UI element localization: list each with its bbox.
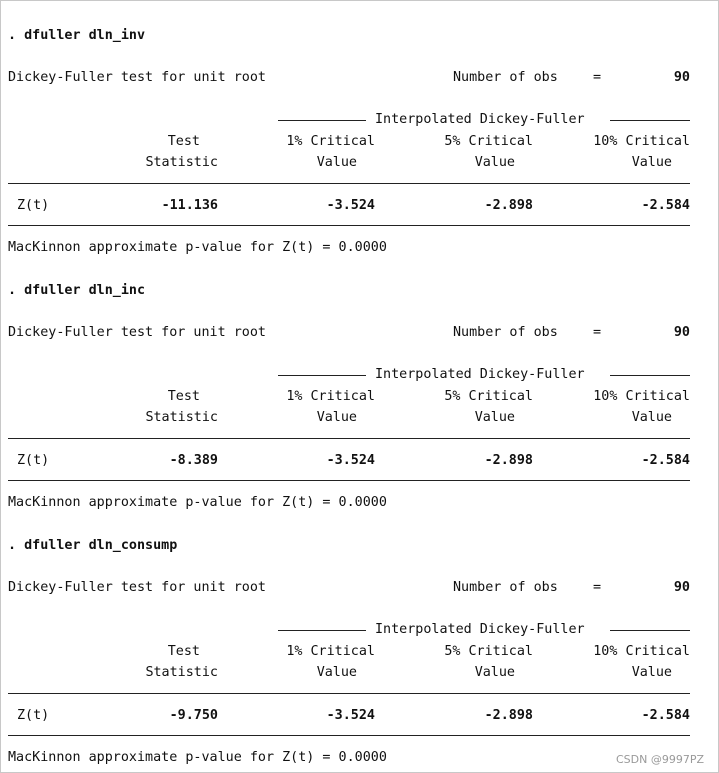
group-rule-left [278, 375, 366, 376]
row-label: Z(t) [17, 708, 50, 723]
dfuller-block-inv [1, 1, 718, 256]
group-header: Interpolated Dickey-Fuller [375, 112, 585, 127]
test-title: Dickey-Fuller test for unit root [8, 580, 266, 595]
command-line: . dfuller dln_consump [8, 538, 178, 553]
col-5pct-header-2: Value [474, 665, 515, 680]
table-rule-top [8, 438, 690, 439]
critical-5pct: -2.898 [484, 708, 533, 723]
watermark: CSDN @9997PZ [615, 753, 704, 766]
col-test-header-2: Statistic [145, 410, 218, 425]
test-statistic: -9.750 [169, 708, 218, 723]
table-rule-bottom [8, 735, 690, 736]
row-label: Z(t) [17, 198, 50, 213]
col-5pct-header-2: Value [474, 410, 515, 425]
col-1pct-header-2: Value [316, 665, 357, 680]
col-10pct-header: 10% Critical [593, 389, 690, 404]
command-line: . dfuller dln_inv [8, 28, 146, 43]
command-line: . dfuller dln_inc [8, 283, 146, 298]
col-1pct-header: 1% Critical [286, 644, 375, 659]
col-10pct-header-2: Value [631, 155, 672, 170]
group-rule-left [278, 630, 366, 631]
col-test-header: Test [167, 389, 200, 404]
col-10pct-header-2: Value [631, 665, 672, 680]
col-test-header: Test [167, 644, 200, 659]
col-10pct-header-2: Value [631, 410, 672, 425]
test-statistic: -11.136 [161, 198, 218, 213]
col-1pct-header-2: Value [316, 410, 357, 425]
test-statistic: -8.389 [169, 453, 218, 468]
col-10pct-header: 10% Critical [593, 644, 690, 659]
obs-label: Number of obs [453, 70, 558, 85]
col-test-header: Test [167, 134, 200, 149]
col-test-header-2: Statistic [145, 155, 218, 170]
pvalue-line: MacKinnon approximate p-value for Z(t) = 0.0000 [8, 750, 387, 765]
pvalue-line: MacKinnon approximate p-value for Z(t) = 0.0000 [8, 495, 387, 510]
col-1pct-header: 1% Critical [286, 389, 375, 404]
col-test-header-2: Statistic [145, 665, 218, 680]
obs-equals: = [593, 325, 602, 340]
col-5pct-header: 5% Critical [444, 389, 533, 404]
col-5pct-header-2: Value [474, 155, 515, 170]
col-1pct-header-2: Value [316, 155, 357, 170]
group-header: Interpolated Dickey-Fuller [375, 367, 585, 382]
table-rule-top [8, 183, 690, 184]
critical-1pct: -3.524 [326, 708, 375, 723]
col-5pct-header: 5% Critical [444, 644, 533, 659]
col-5pct-header: 5% Critical [444, 134, 533, 149]
col-10pct-header: 10% Critical [593, 134, 690, 149]
critical-5pct: -2.898 [484, 453, 533, 468]
obs-value: 90 [673, 580, 690, 595]
table-rule-top [8, 693, 690, 694]
pvalue-line: MacKinnon approximate p-value for Z(t) = 0.0000 [8, 240, 387, 255]
obs-equals: = [593, 580, 602, 595]
dfuller-block-consump [1, 511, 718, 772]
group-rule-right [610, 120, 690, 121]
critical-1pct: -3.524 [326, 198, 375, 213]
critical-10pct: -2.584 [641, 708, 690, 723]
table-rule-bottom [8, 225, 690, 226]
row-label: Z(t) [17, 453, 50, 468]
group-rule-right [610, 630, 690, 631]
col-1pct-header: 1% Critical [286, 134, 375, 149]
obs-equals: = [593, 70, 602, 85]
critical-10pct: -2.584 [641, 453, 690, 468]
critical-5pct: -2.898 [484, 198, 533, 213]
obs-label: Number of obs [453, 580, 558, 595]
obs-label: Number of obs [453, 325, 558, 340]
test-title: Dickey-Fuller test for unit root [8, 70, 266, 85]
test-title: Dickey-Fuller test for unit root [8, 325, 266, 340]
table-rule-bottom [8, 480, 690, 481]
group-rule-right [610, 375, 690, 376]
group-rule-left [278, 120, 366, 121]
group-header: Interpolated Dickey-Fuller [375, 622, 585, 637]
critical-10pct: -2.584 [641, 198, 690, 213]
dfuller-block-inc [1, 256, 718, 511]
obs-value: 90 [673, 325, 690, 340]
critical-1pct: -3.524 [326, 453, 375, 468]
obs-value: 90 [673, 70, 690, 85]
